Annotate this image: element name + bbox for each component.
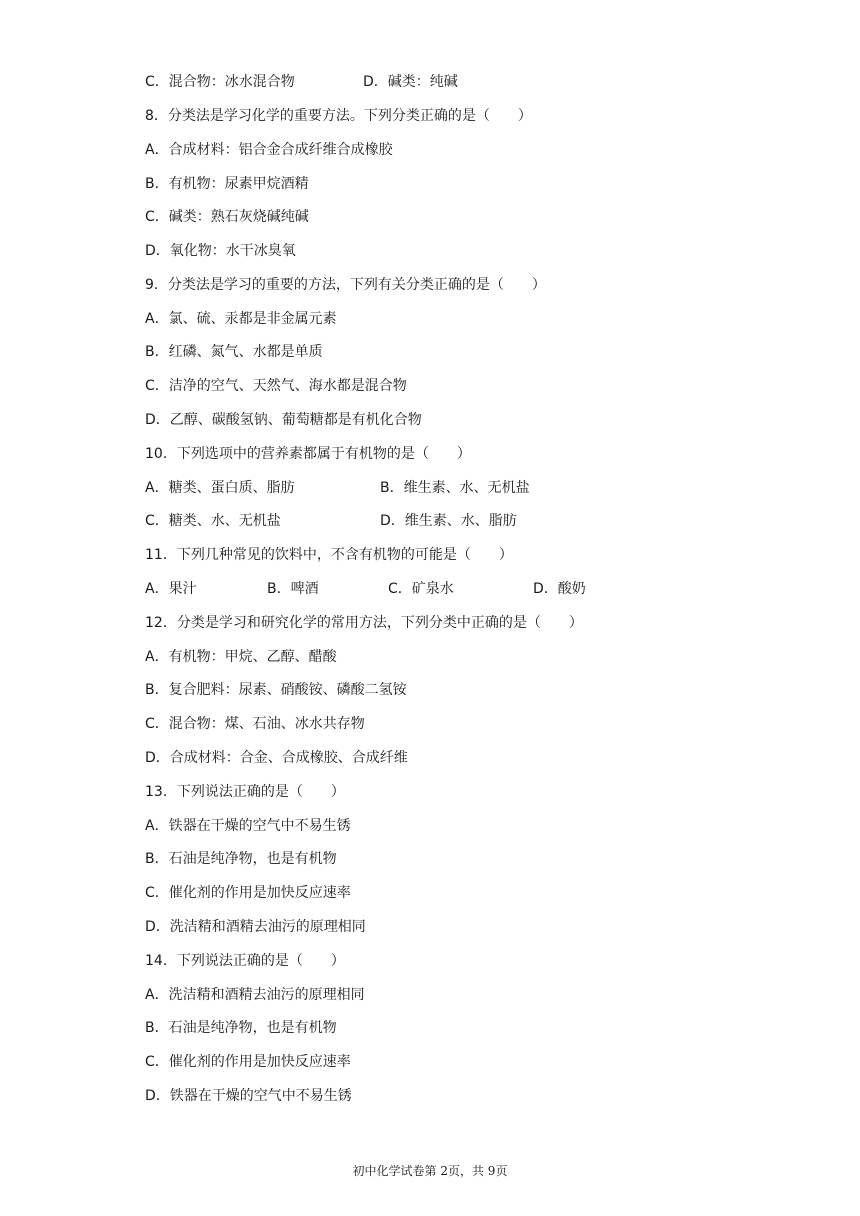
q8-option-b: B．有机物：尿素甲烷酒精 <box>145 176 309 192</box>
q9-option-c: C．洁净的空气、天然气、海水都是混合物 <box>145 378 407 394</box>
q13-option-a: A．铁器在干燥的空气中不易生锈 <box>145 818 351 834</box>
q13-stem: 13．下列说法正确的是（ ） <box>145 784 345 800</box>
q13-option-d: D．洗洁精和酒精去油污的原理相同 <box>145 919 366 935</box>
q12-option-a: A．有机物：甲烷、乙醇、醋酸 <box>145 649 337 665</box>
q7-option-d: D．碱类：纯碱 <box>363 74 458 90</box>
q14-option-d: D．铁器在干燥的空气中不易生锈 <box>145 1088 352 1104</box>
q9-option-a: A．氯、硫、汞都是非金属元素 <box>145 311 337 327</box>
q12-option-c: C．混合物：煤、石油、冰水共存物 <box>145 716 365 732</box>
q9-stem: 9．分类法是学习的重要的方法，下列有关分类正确的是（ ） <box>145 277 546 293</box>
q8-option-d: D．氧化物：水干冰臭氧 <box>145 243 296 259</box>
q14-option-b: B．石油是纯净物，也是有机物 <box>145 1020 337 1036</box>
q11-option-d: D．酸奶 <box>533 581 586 597</box>
q14-option-c: C．催化剂的作用是加快反应速率 <box>145 1054 351 1070</box>
q11-option-a: A．果汁 <box>145 581 197 597</box>
q13-option-b: B．石油是纯净物，也是有机物 <box>145 851 337 867</box>
q14-stem: 14．下列说法正确的是（ ） <box>145 953 345 969</box>
q11-option-c: C．矿泉水 <box>388 581 454 597</box>
q12-option-b: B．复合肥料：尿素、硝酸铵、磷酸二氢铵 <box>145 682 407 698</box>
q12-stem: 12．分类是学习和研究化学的常用方法，下列分类中正确的是（ ） <box>145 615 583 631</box>
q8-option-a: A．合成材料：铝合金合成纤维合成橡胶 <box>145 142 393 158</box>
q9-option-b: B．红磷、氮气、水都是单质 <box>145 344 323 360</box>
q7-option-c: C．混合物：冰水混合物 <box>145 74 295 90</box>
q10-stem: 10．下列选项中的营养素都属于有机物的是（ ） <box>145 446 471 462</box>
q12-option-d: D．合成材料：合金、合成橡胶、合成纤维 <box>145 750 408 766</box>
q13-option-c: C．催化剂的作用是加快反应速率 <box>145 885 351 901</box>
q11-option-b: B．啤酒 <box>267 581 319 597</box>
q11-stem: 11．下列几种常见的饮料中，不含有机物的可能是（ ） <box>145 547 513 563</box>
q14-option-a: A．洗洁精和酒精去油污的原理相同 <box>145 987 365 1003</box>
q10-option-c: C．糖类、水、无机盐 <box>145 513 281 529</box>
q8-option-c: C．碱类：熟石灰烧碱纯碱 <box>145 209 309 225</box>
q10-option-a: A．糖类、蛋白质、脂肪 <box>145 480 295 496</box>
q10-option-d: D．维生素、水、脂肪 <box>380 513 517 529</box>
q10-option-b: B．维生素、水、无机盐 <box>380 480 530 496</box>
page-footer: 初中化学试卷第 2页，共 9页 <box>352 1164 508 1178</box>
q8-stem: 8．分类法是学习化学的重要方法。下列分类正确的是（ ） <box>145 108 532 124</box>
q9-option-d: D．乙醇、碳酸氢钠、葡萄糖都是有机化合物 <box>145 412 422 428</box>
